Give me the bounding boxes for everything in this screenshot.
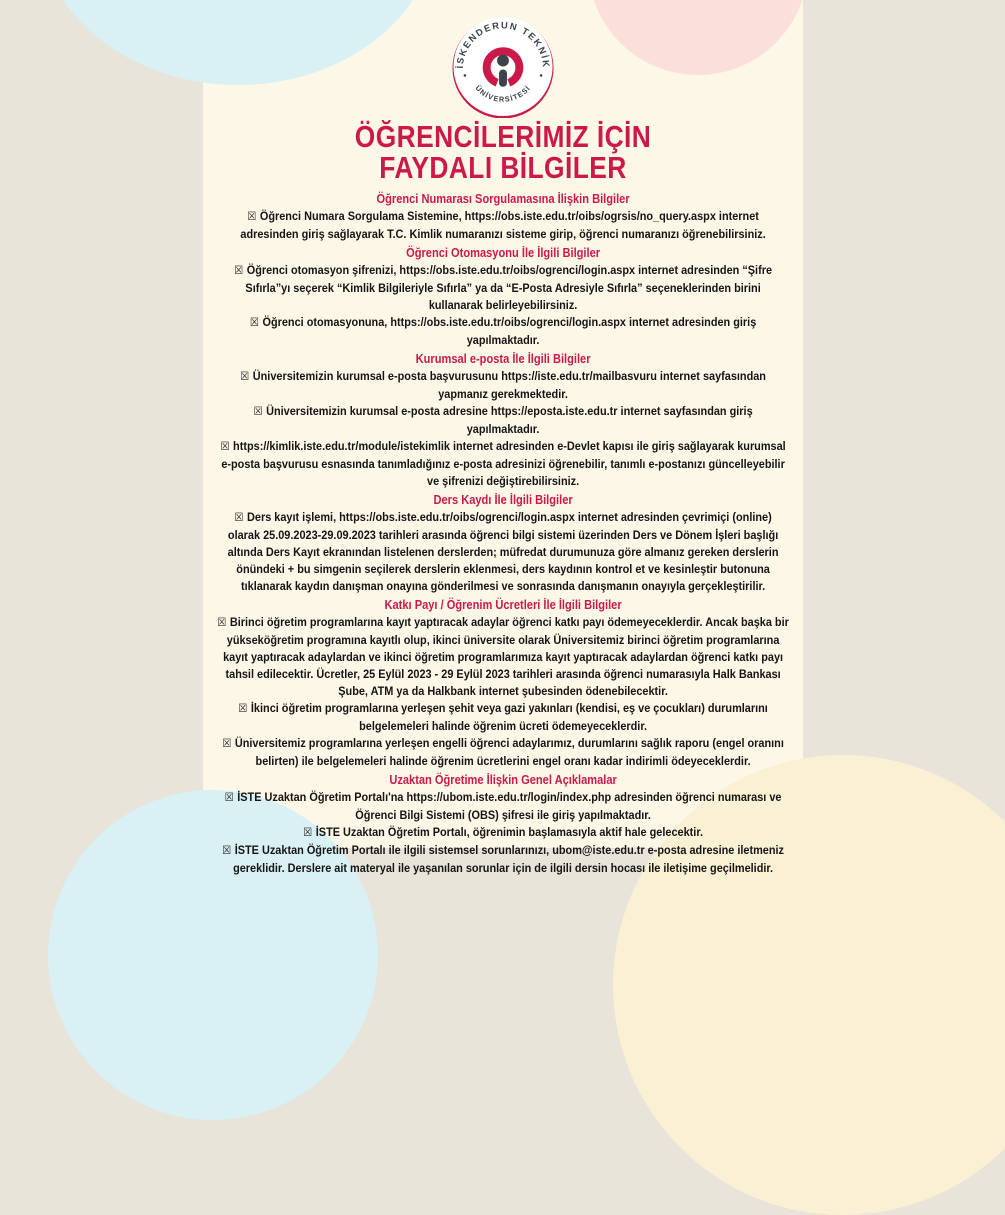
info-item [217,824,789,842]
item-text: İSTE Uzaktan Öğretim Portalı'na https://ubom.iste.edu.tr/login/index.php adresinden öğrenci numarası ve Öğrenci Bilgi Sistemi (OBS) şifresi ile giriş yapılmaktadır. [237,790,781,822]
checkbox-bullet-icon: ☒ [217,617,226,629]
decor-circle-top-right [588,0,808,75]
item-text: Birinci öğretim programlarına kayıt yaptıracak adaylar öğrenci katkı payı ödemeyeceklerdir. Ancak başka bir yükseköğretim programına kayıtlı olup, ikinci üniversite olarak Üniversitemiz birinci öğretim programlarına kayıt yaptıracak adaylardan ve ikinci öğretim programlarımıza kayıt yaptıracak adaylardan öğrenci katkı payı tahsil edilecektir. Ücretler, 25 Eylül 2023 - 29 Eylül 2023 tarihleri arasında öğrenci numarasıyla Halk Bankası Şube, ATM ya da Halkbank internet şubesinden ödenebilecektir. [223,615,789,698]
item-text: Üniversitemizin kurumsal e-posta başvurusunu https://iste.edu.tr/mailbasvuru internet sayfasından yapmanız gerekmektedir. [252,369,765,401]
logo-top-arc-text: İSKENDERUN TEKNİK [454,20,550,69]
checkbox-bullet-icon: ☒ [238,703,247,715]
logo-i-stem [499,69,507,86]
info-sections [203,189,803,877]
checkbox-bullet-icon: ☒ [253,406,262,418]
section-heading: Öğrenci Numarası Sorgulamasına İlişkin Bilgiler [217,191,789,208]
item-text: Öğrenci otomasyon şifrenizi, https://obs.iste.edu.tr/oibs/ogrenci/login.aspx internet adresinden “Şifre Sıfırla”yı seçerek “Kimlik Bilgileriyle Sıfırla” ya da “E-Posta Adresiyle Sıfırla” seçeneklerinden birini kullanarak belirleyebilirsiniz. [245,263,772,312]
info-section [217,191,789,243]
info-item [217,314,789,349]
iste-logo-icon [451,15,554,118]
info-section [217,772,789,877]
checkbox-bullet-icon: ☒ [240,371,249,383]
section-heading: Kurumsal e-posta İle İlgili Bilgiler [217,351,789,368]
section-heading: Uzaktan Öğretime İlişkin Genel Açıklamalar [217,772,789,789]
info-item [217,509,789,595]
checkbox-bullet-icon: ☒ [303,827,312,839]
item-text: Ders kayıt işlemi, https://obs.iste.edu.tr/oibs/ogrenci/login.aspx internet adresinden çevrimiçi (online) olarak 25.09.2023-29.09.2023 tarihleri arasında öğrenci bilgi sistemi üzerinden Ders ve Dönem İşleri başlığı altında Ders Kayıt ekranından listelenen derslerden; müfredat durumunuza göre almanız gereken derslerin önündeki + bu simgenin seçilerek derslerin eklenmesi, ders kaydının kontrol et ve kesinleştir butonuna tıklanarak kaydın danışman onayına gönderilmesi ve sonrasında danışmanın onayıyla gerçekleştirilir. [227,510,778,593]
checkbox-bullet-icon: ☒ [247,211,256,223]
item-text: Öğrenci otomasyonuna, https://obs.iste.edu.tr/oibs/ogrenci/login.aspx internet adresinden giriş yapılmaktadır. [262,315,756,347]
info-item [217,368,789,403]
item-text: Öğrenci Numara Sorgulama Sistemine, https://obs.iste.edu.tr/oibs/ogrsis/no_query.aspx internet adresinden giriş sağlayarak T.C. Kimlik numaranızı sisteme girip, öğrenci numaranızı öğrenebilirsiniz. [240,209,765,241]
page-title-line2: FAYDALI BİLGİLER [248,152,758,183]
checkbox-bullet-icon: ☒ [234,512,243,524]
section-heading: Ders Kaydı İle İlgili Bilgiler [217,492,789,509]
info-item [217,208,789,243]
page-title [203,121,803,183]
decor-circle-top-left [38,0,438,85]
logo-i-dot [497,55,509,67]
info-item [217,403,789,438]
info-item [217,789,789,824]
info-section [217,245,789,349]
item-text: https://kimlik.iste.edu.tr/module/istekimlik internet adresinden e-Devlet kapısı ile giriş sağlayarak kurumsal e-posta başvurusu esnasında tanımladığınız e-posta adresinizi öğrenebilir, tanımlı e-postanızı güncelleyebilir ve şifrenizi değiştirebilirsiniz. [221,439,785,488]
checkbox-bullet-icon: ☒ [220,441,229,453]
flyer-page [203,0,803,848]
item-text: İkinci öğretim programlarına yerleşen şehit veya gazi yakınları (kendisi, eş ve çocukları) durumlarını belgelemeleri halinde öğrenim ücreti ödemeyeceklerdir. [250,701,767,733]
info-section [217,492,789,595]
info-section [217,351,789,490]
checkbox-bullet-icon: ☒ [222,738,231,750]
item-text: Üniversitemiz programlarına yerleşen engelli öğrenci adaylarımız, durumlarını sağlık raporu (engel oranını belirten) ile belgelemeleri halinde öğrenim ücretlerini engel oranı kadar indirimli ödeyeceklerdir. [234,736,783,768]
checkbox-bullet-icon: ☒ [224,792,233,804]
info-item [217,262,789,314]
logo-bottom-arc-text: ÜNİVERSİTESİ [473,83,532,103]
page-title-line1: ÖĞRENCİLERİMİZ İÇİN [248,121,758,152]
info-item [217,700,789,735]
info-item [217,438,789,490]
item-text: Üniversitemizin kurumsal e-posta adresine https://eposta.iste.edu.tr internet sayfasından giriş yapılmaktadır. [266,404,753,436]
section-heading: Öğrenci Otomasyonu İle İlgili Bilgiler [217,245,789,262]
checkbox-bullet-icon: ☒ [234,265,243,277]
university-logo [451,15,554,118]
item-text: İSTE Uzaktan Öğretim Portalı, öğrenimin başlamasıyla aktif hale gelecektir. [315,825,702,839]
info-section [217,597,789,770]
section-heading: Katkı Payı / Öğrenim Ücretleri İle İlgili Bilgiler [217,597,789,614]
checkbox-bullet-icon: ☒ [249,317,258,329]
item-text: İSTE Uzaktan Öğretim Portalı ile ilgili sistemsel sorunlarınızı, ubom@iste.edu.tr e-posta adresine iletmeniz gereklidir. Derslere ait materyal ile yaşanılan sorunlar için de ilgili dersin hocası ile iletişime geçilmelidir. [233,843,784,875]
info-item [217,614,789,700]
checkbox-bullet-icon: ☒ [222,845,231,857]
info-item [217,842,789,877]
info-item [217,735,789,770]
